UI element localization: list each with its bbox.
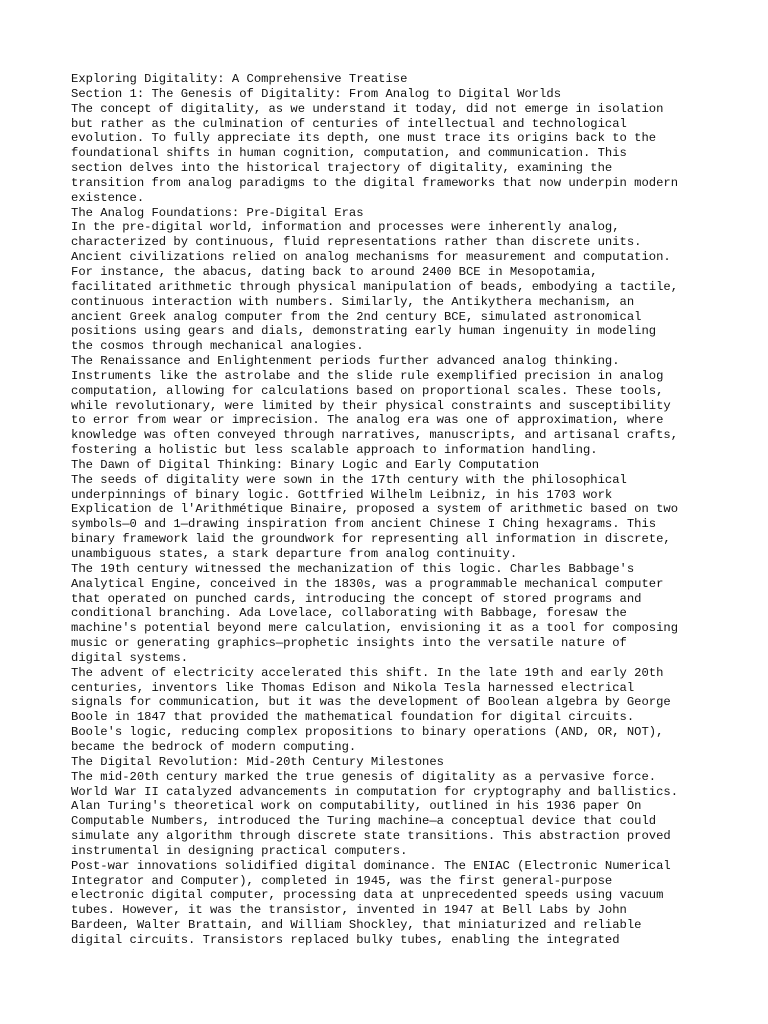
document-body <box>71 102 731 948</box>
paragraph-line: to error from wear or imprecision. The analog era was one of approximation, where <box>71 413 664 428</box>
document-page <box>71 72 731 948</box>
paragraph-line: centuries, inventors like Thomas Edison and Nikola Tesla harnessed electrical <box>71 680 635 695</box>
paragraph-line: symbols—0 and 1—drawing inspiration from ancient Chinese I Ching hexagrams. This <box>71 517 657 532</box>
paragraph-line: conditional branching. Ada Lovelace, collaborating with Babbage, foresaw the <box>71 606 627 621</box>
paragraph-line: evolution. To fully appreciate its depth, one must trace its origins back to the <box>71 131 657 146</box>
paragraph-line: Analytical Engine, conceived in the 1830s, was a programmable mechanical computer <box>71 576 664 591</box>
paragraph-line: machine's potential beyond mere calculation, envisioning it as a tool for composing <box>71 621 679 636</box>
subsection-heading <box>71 458 731 473</box>
paragraph-line: Explication de l'Arithmétique Binaire, proposed a system of arithmetic based on two <box>71 502 679 517</box>
paragraph-line: Instruments like the astrolabe and the slide rule exemplified precision in analog <box>71 368 664 383</box>
section-heading: Section 1: The Genesis of Digitality: From Analog to Digital Worlds <box>71 86 562 101</box>
paragraph-line: positions using gears and dials, demonstrating early human ingenuity in modeling <box>71 324 657 339</box>
paragraph-line: transition from analog paradigms to the digital frameworks that now underpin modern <box>71 175 679 190</box>
paragraph-line: The advent of electricity accelerated this shift. In the late 19th and early 20th <box>71 665 664 680</box>
paragraph <box>71 220 731 354</box>
document-title: Exploring Digitality: A Comprehensive Treatise <box>71 72 408 86</box>
paragraph-line: digital systems. <box>71 650 189 665</box>
paragraph-line: that operated on punched cards, introducing the concept of stored programs and <box>71 591 642 606</box>
paragraph-line: but rather as the culmination of centuries of intellectual and technological <box>71 116 627 131</box>
paragraph-line: instrumental in designing practical computers. <box>71 843 408 858</box>
paragraph-line: underpinnings of binary logic. Gottfried Wilhelm Leibniz, in his 1703 work <box>71 487 613 502</box>
paragraph-line: simulate any algorithm through discrete state transitions. This abstraction proved <box>71 829 671 844</box>
paragraph-line: digital circuits. Transistors replaced bulky tubes, enabling the integrated <box>71 932 620 947</box>
paragraph-line: unambiguous states, a stark departure from analog continuity. <box>71 547 518 561</box>
paragraph-line: knowledge was often conveyed through narratives, manuscripts, and artisanal crafts, <box>71 428 679 443</box>
paragraph-line: music or generating graphics—prophetic insights into the versatile nature of <box>71 636 627 651</box>
paragraph-line: Alan Turing's theoretical work on computability, outlined in his 1936 paper On <box>71 799 642 814</box>
paragraph-line: computation, allowing for calculations based on proportional scales. These tools, <box>71 383 664 398</box>
paragraph-line: continuous interaction with numbers. Similarly, the Antikythera mechanism, an <box>71 294 635 309</box>
paragraph <box>71 666 731 755</box>
paragraph-line: the cosmos through mechanical analogies. <box>71 339 364 354</box>
paragraph-line: binary framework laid the groundwork for representing all information in discrete, <box>71 532 671 547</box>
paragraph-line: World War II catalyzed advancements in computation for cryptography and ballistics. <box>71 784 679 799</box>
paragraph-line: The concept of digitality, as we understand it today, did not emerge in isolation <box>71 101 664 116</box>
paragraph-line: fostering a holistic but less scalable approach to information handling. <box>71 443 598 458</box>
paragraph <box>71 859 731 948</box>
paragraph-line: Boole in 1847 that provided the mathematical foundation for digital circuits. <box>71 710 635 725</box>
heading-line: The Digital Revolution: Mid-20th Century Milestones <box>71 754 444 769</box>
paragraph-line: signals for communication, but it was the development of Boolean algebra by George <box>71 695 671 710</box>
paragraph-line: In the pre-digital world, information and processes were inherently analog, <box>71 220 620 235</box>
paragraph-line: Boole's logic, reducing complex propositions to binary operations (AND, OR, NOT), <box>71 725 664 740</box>
paragraph <box>71 102 731 206</box>
heading-line: The Dawn of Digital Thinking: Binary Logic and Early Computation <box>71 457 540 472</box>
paragraph-line: Bardeen, Walter Brattain, and William Shockley, that miniaturized and reliable <box>71 918 642 933</box>
subsection-heading <box>71 755 731 770</box>
paragraph-line: Ancient civilizations relied on analog mechanisms for measurement and computation. <box>71 250 671 265</box>
paragraph-line: Integrator and Computer), completed in 1945, was the first general-purpose <box>71 873 613 888</box>
paragraph-line: facilitated arithmetic through physical manipulation of beads, embodying a tactile, <box>71 279 679 294</box>
paragraph-line: tubes. However, it was the transistor, invented in 1947 at Bell Labs by John <box>71 903 627 918</box>
subsection-heading <box>71 206 731 221</box>
paragraph <box>71 770 731 859</box>
heading-line: The Analog Foundations: Pre-Digital Eras <box>71 205 364 220</box>
paragraph-line: ancient Greek analog computer from the 2nd century BCE, simulated astronomical <box>71 309 642 324</box>
paragraph-line: existence. <box>71 190 145 205</box>
paragraph-line: characterized by continuous, fluid representations rather than discrete units. <box>71 235 642 250</box>
paragraph-line: The seeds of digitality were sown in the 17th century with the philosophical <box>71 472 627 487</box>
paragraph-line: electronic digital computer, processing data at unprecedented speeds using vacuum <box>71 888 664 903</box>
paragraph-line: became the bedrock of modern computing. <box>71 739 357 754</box>
paragraph <box>71 473 731 562</box>
paragraph <box>71 354 731 458</box>
paragraph-line: For instance, the abacus, dating back to around 2400 BCE in Mesopotamia, <box>71 264 598 279</box>
paragraph-line: foundational shifts in human cognition, computation, and communication. This <box>71 146 627 161</box>
paragraph-line: Computable Numbers, introduced the Turing machine—a conceptual device that could <box>71 814 657 829</box>
paragraph-line: The 19th century witnessed the mechanization of this logic. Charles Babbage's <box>71 561 635 576</box>
paragraph <box>71 562 731 666</box>
paragraph-line: while revolutionary, were limited by their physical constraints and susceptibility <box>71 398 671 413</box>
paragraph-line: The mid-20th century marked the true genesis of digitality as a pervasive force. <box>71 769 657 784</box>
paragraph-line: The Renaissance and Enlightenment periods further advanced analog thinking. <box>71 354 620 369</box>
paragraph-line: section delves into the historical trajectory of digitality, examining the <box>71 161 613 176</box>
paragraph-line: Post-war innovations solidified digital dominance. The ENIAC (Electronic Numerical <box>71 858 671 873</box>
